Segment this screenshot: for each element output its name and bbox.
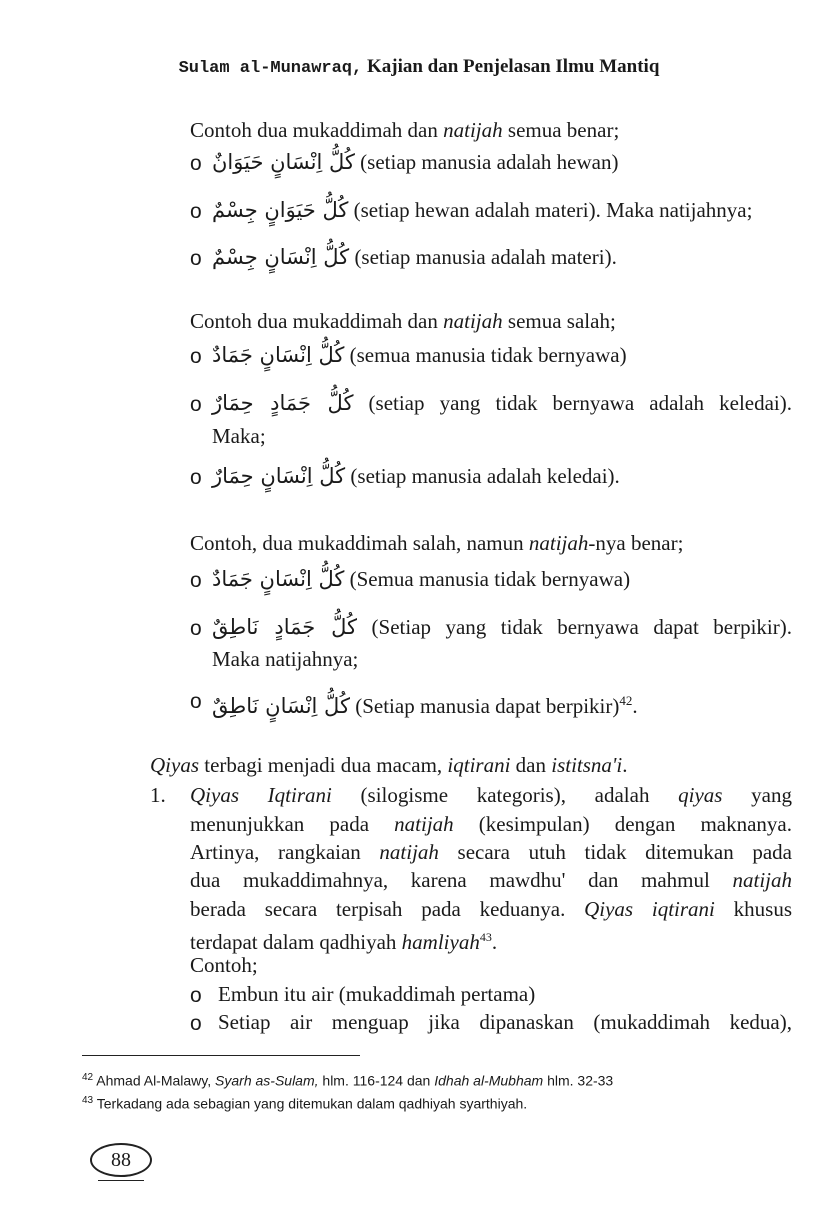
qiyas-item-2: Setiap air menguap jika dipanaskan (mukaddimah kedua), bbox=[218, 1010, 792, 1034]
s3-item-2: كُلُّ جَمَادٍ نَاطِقٌ (Setiap yang tidak bernyawa dapat berpikir). bbox=[212, 615, 792, 639]
header-title-mono: Sulam al-Munawraq, bbox=[178, 59, 363, 78]
s2-item-3: كُلُّ اِنْسَانٍ حِمَارٌ (setiap manusia adalah keledai). bbox=[212, 464, 620, 488]
qiyas-p-line-6: terdapat dalam qadhiyah hamliyah$^{43}$. bbox=[190, 930, 498, 954]
bullet: o bbox=[190, 247, 202, 270]
s2-item-1: كُلُّ اِنْسَانٍ جَمَادٌ (semua manusia tidak bernyawa) bbox=[212, 343, 627, 367]
list-number: 1. bbox=[150, 783, 166, 807]
qiyas-p-line-4: dua mukaddimahnya, karena mawdhu' dan mahmul natijah bbox=[190, 868, 792, 892]
running-header bbox=[0, 56, 838, 78]
bullet: o bbox=[190, 690, 202, 713]
bullet: o bbox=[190, 466, 202, 489]
qiyas-p-line-3: Artinya, rangkaian natijah secara utuh tidak ditemukan pada bbox=[190, 840, 792, 864]
page-number: 88 bbox=[90, 1143, 152, 1177]
footnote-42: $^{42}$ Ahmad Al-Malawy, Syarh as-Sulam, hlm. 116-124 dan Idhah al-Mubham hlm. 32-33 bbox=[82, 1072, 614, 1089]
footnote-rule bbox=[82, 1055, 360, 1056]
bullet: o bbox=[190, 200, 202, 223]
s3-item-2-cont: Maka natijahnya; bbox=[212, 647, 359, 671]
qiyas-p-line-2: menunjukkan pada natijah (kesimpulan) dengan maknanya. bbox=[190, 812, 792, 836]
s1-item-1: كُلُّ اِنْسَانٍ حَيَوَانٌ (setiap manusia adalah hewan) bbox=[212, 150, 619, 174]
qiyas-p-line-5: berada secara terpisah pada keduanya. Qiyas iqtirani khusus bbox=[190, 897, 792, 921]
s1-item-3: كُلُّ اِنْسَانٍ جِسْمٌ (setiap manusia adalah materi). bbox=[212, 245, 617, 269]
bullet: o bbox=[190, 393, 202, 416]
footnote-43: $^{43}$ Terkadang ada sebagian yang ditemukan dalam qadhiyah syarthiyah. bbox=[82, 1095, 528, 1112]
qiyas-item-1: Embun itu air (mukaddimah pertama) bbox=[218, 982, 536, 1006]
bullet: o bbox=[190, 984, 202, 1007]
bullet: o bbox=[190, 1012, 202, 1035]
header-title-rest: Kajian dan Penjelasan Ilmu Mantiq bbox=[366, 56, 660, 77]
qiyas-contoh: Contoh; bbox=[190, 953, 258, 977]
s2-item-2: كُلُّ جَمَادٍ حِمَارٌ (setiap yang tidak bernyawa adalah keledai). bbox=[212, 391, 792, 415]
bullet: o bbox=[190, 345, 202, 368]
bullet: o bbox=[190, 569, 202, 592]
s3-item-3: كُلُّ اِنْسَانٍ نَاطِقٌ (Setiap manusia dapat berpikir)$^{42}$. bbox=[212, 693, 638, 718]
s1-intro: Contoh dua mukaddimah dan natijah semua benar; bbox=[190, 118, 620, 142]
bullet: o bbox=[190, 617, 202, 640]
qiyas-p-line-1: Qiyas Iqtirani (silogisme kategoris), adalah qiyas yang bbox=[190, 783, 792, 807]
qiyas-intro: Qiyas terbagi menjadi dua macam, iqtirani dan istitsna'i. bbox=[150, 753, 628, 777]
bullet: o bbox=[190, 152, 202, 175]
s2-intro: Contoh dua mukaddimah dan natijah semua salah; bbox=[190, 309, 616, 333]
s3-item-1: كُلُّ اِنْسَانٍ جَمَادٌ (Semua manusia tidak bernyawa) bbox=[212, 567, 631, 591]
s1-item-2: كُلُّ حَيَوَانٍ جِسْمٌ (setiap hewan adalah materi). Maka natijahnya; bbox=[212, 198, 753, 222]
s3-intro: Contoh, dua mukaddimah salah, namun natijah-nya benar; bbox=[190, 531, 684, 555]
s2-item-2-cont: Maka; bbox=[212, 424, 266, 448]
